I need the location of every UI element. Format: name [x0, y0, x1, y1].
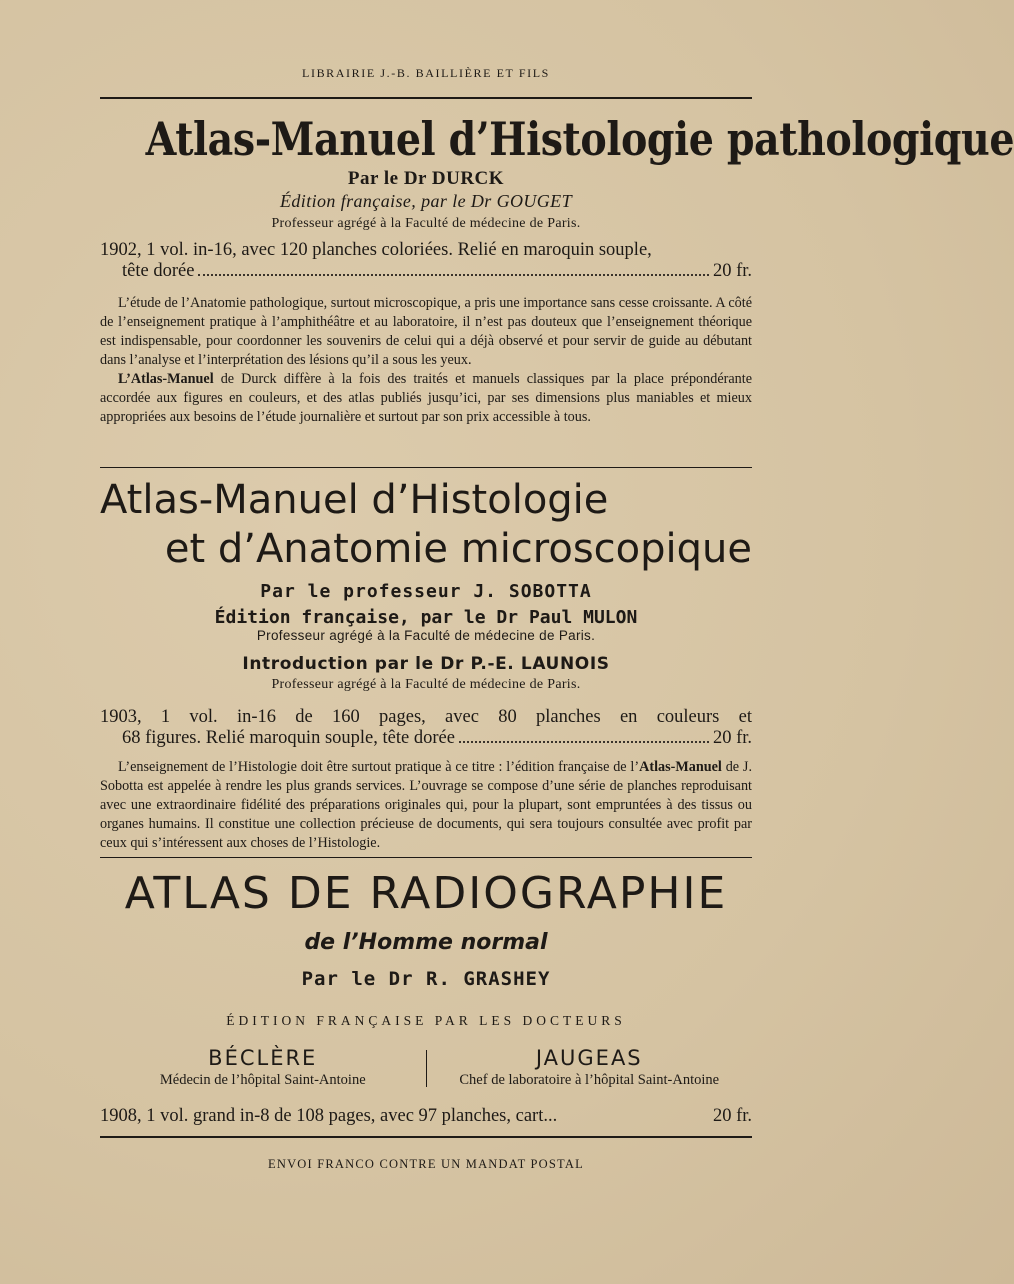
book3-title: ATLAS DE RADIOGRAPHIE [124, 868, 728, 919]
book3-edition: ÉDITION FRANÇAISE PAR LES DOCTEURS [226, 1013, 626, 1028]
book1-pub-line1: 1902, 1 vol. in-16, avec 120 planches coloriées. Relié en maroquin souple, [100, 240, 652, 260]
book2-publication [100, 707, 752, 749]
leader-dots [198, 273, 709, 276]
footer-note: ENVOI FRANCO CONTRE UN MANDAT POSTAL [268, 1157, 584, 1171]
book2-description [100, 758, 752, 853]
book3-doctors [100, 1046, 752, 1089]
doctor-beclere [100, 1046, 426, 1089]
book2-para1-bold: Atlas-Manuel [639, 759, 722, 775]
book1-author: Par le Dr DURCK [347, 168, 505, 189]
book2-para1-start: L’enseignement de l’Histologie doit être surtout pratique à ce titre : l’édition française de l’ [118, 759, 640, 775]
book3-pub-line: 1908, 1 vol. grand in-8 de 108 pages, avec 97 planches, cart... [100, 1106, 558, 1126]
book1-publication [100, 240, 752, 282]
book2-title-line2: et d’Anatomie microscopique [164, 526, 752, 572]
section-rule-2 [100, 857, 752, 858]
footer-rule [100, 1136, 752, 1138]
book2-title-line1: Atlas-Manuel d’Histologie [100, 477, 609, 523]
book1-para2-text: de Durck diffère à la fois des traités et manuels classiques par la place prépondérante accordée aux figures en couleurs, et des atlas publiés jusqu’ici, par ses dimensions plus maniables et mieux appropriées aux besoins de l’étude journalière et surtout par son prix accessible à tous. [100, 371, 752, 425]
doctor-jaugeas [427, 1046, 753, 1089]
book2-pub-line2: 68 figures. Relié maroquin souple, tête dorée [122, 728, 455, 748]
book2-para1-text: de J. Sobotta est appelée à rendre les plus grands services. L’ouvrage se compose d’une série de planches reproduisant avec une extraordinaire fidélité des préparations originales qui, pour la plupart, sont empruntées à des tissus ou organes humains. Il constitue une collection précieuse de documents, qui sera toujours consultée avec profit par ceux qui s’intéressent aux choses de l’Histologie. [100, 759, 752, 851]
book1-description [100, 294, 752, 427]
book1-para1: L’étude de l’Anatomie pathologique, surtout microscopique, a pris une importance sans cesse croissante. A côté de l’enseignement pratique à l’amphithéâtre et au laboratoire, il n’est pas douteux que l’enseignement théorique est indispensable, pour coordonner les souvenirs de celui qui a déjà observé et pour servir de guide au débutant dans l’analyse et l’interprétation des lésions qu’il a sous les yeux. [100, 295, 752, 368]
book3-publication [100, 1106, 752, 1127]
book2-edition: Édition française, par le Dr Paul MULON [214, 607, 638, 628]
book2-pub-line1: 1903, 1 vol. in-16 de 160 pages, avec 80 planches en couleurs et [100, 707, 752, 727]
book3-price: 20 fr. [712, 1106, 752, 1126]
header-rule [100, 97, 752, 99]
leader-dots [459, 740, 709, 743]
book2-price: 20 fr. [712, 728, 752, 748]
book1-price-line [100, 261, 752, 282]
book2-author: Par le professeur J. SOBOTTA [260, 581, 592, 602]
book2-intro: Introduction par le Dr P.-E. LAUNOIS [242, 654, 610, 674]
section-rule-1 [100, 467, 752, 468]
doctor2-role: Chef de laboratoire à l’hôpital Saint-Antoine [459, 1072, 720, 1088]
book2-intro-role: Professeur agrégé à la Faculté de médecine de Paris. [271, 677, 581, 692]
book1-pub-line2: tête dorée [122, 261, 195, 281]
book1-price: 20 fr. [712, 261, 752, 281]
book1-title: Atlas-Manuel d’Histologie pathologique [145, 112, 1014, 166]
doctor1-name: BÉCLÈRE [208, 1046, 318, 1070]
doctor2-name: JAUGEAS [535, 1046, 643, 1070]
book3-author: Par le Dr R. GRASHEY [301, 968, 551, 990]
doctor1-role: Médecin de l’hôpital Saint-Antoine [159, 1072, 366, 1088]
book1-para2 [100, 370, 752, 427]
book1-para2-bold: L’Atlas-Manuel [118, 371, 214, 387]
book2-para1 [100, 758, 752, 853]
book1-translator-role: Professeur agrégé à la Faculté de médecine de Paris. [271, 216, 581, 231]
book1-edition: Édition française, par le Dr GOUGET [280, 191, 572, 211]
book2-price-line [100, 728, 752, 749]
book2-translator-role: Professeur agrégé à la Faculté de médecine de Paris. [256, 628, 596, 643]
publisher-header: LIBRAIRIE J.-B. BAILLIÈRE ET FILS [302, 66, 550, 80]
book3-subtitle: de l’Homme normal [304, 930, 548, 955]
book3-price-line [100, 1106, 752, 1127]
